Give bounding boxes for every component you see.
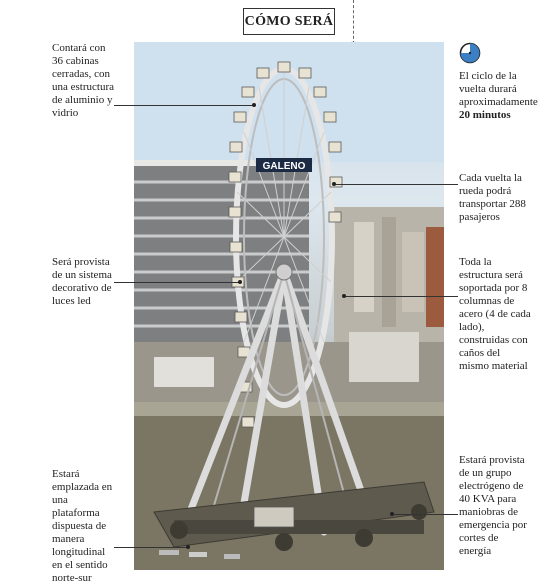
galeno-sign: GALENO <box>262 161 306 172</box>
note-cycle-value: 20 minutos <box>459 109 511 121</box>
ferris-wheel-illustration <box>134 42 444 570</box>
note-cycle <box>459 70 538 122</box>
note-generator: Estará provista de un grupo electrógeno de 40 KVA para maniobras de emergencia por cortes de energía <box>459 454 527 557</box>
leader-columns <box>344 296 458 297</box>
leader-cabins <box>114 105 254 106</box>
clock-icon <box>459 42 481 64</box>
title-guide-line <box>353 0 354 44</box>
leader-lights <box>114 282 240 283</box>
note-passengers: Cada vuelta la rueda podrá transportar 288 pasajeros <box>459 172 526 223</box>
ferris-wheel-photo <box>134 42 444 570</box>
leader-passengers <box>334 184 458 185</box>
note-cabins: Contará con 36 cabinas cerradas, con una estructura de aluminio y vidrio <box>52 42 114 119</box>
page-title: CÓMO SERÁ <box>243 8 335 35</box>
leader-columns-dot <box>342 294 346 298</box>
leader-generator-dot <box>390 512 394 516</box>
leader-generator <box>392 514 458 515</box>
note-platform: Estará emplazada en una plataforma dispuesta de manera longitudinal en el sentido norte-sur <box>52 468 113 584</box>
note-cycle-text: El ciclo de la vuelta durará aproximadamente <box>459 70 538 108</box>
leader-lights-dot <box>238 280 242 284</box>
leader-cabins-dot <box>252 103 256 107</box>
leader-platform-dot <box>186 545 190 549</box>
leader-platform <box>114 547 188 548</box>
leader-passengers-dot <box>332 182 336 186</box>
note-columns: Toda la estructura será soportada por 8 columnas de acero (4 de cada lado), construidas con caños del mismo material <box>459 256 531 372</box>
note-lights: Será provista de un sistema decorativo de luces led <box>52 256 112 307</box>
